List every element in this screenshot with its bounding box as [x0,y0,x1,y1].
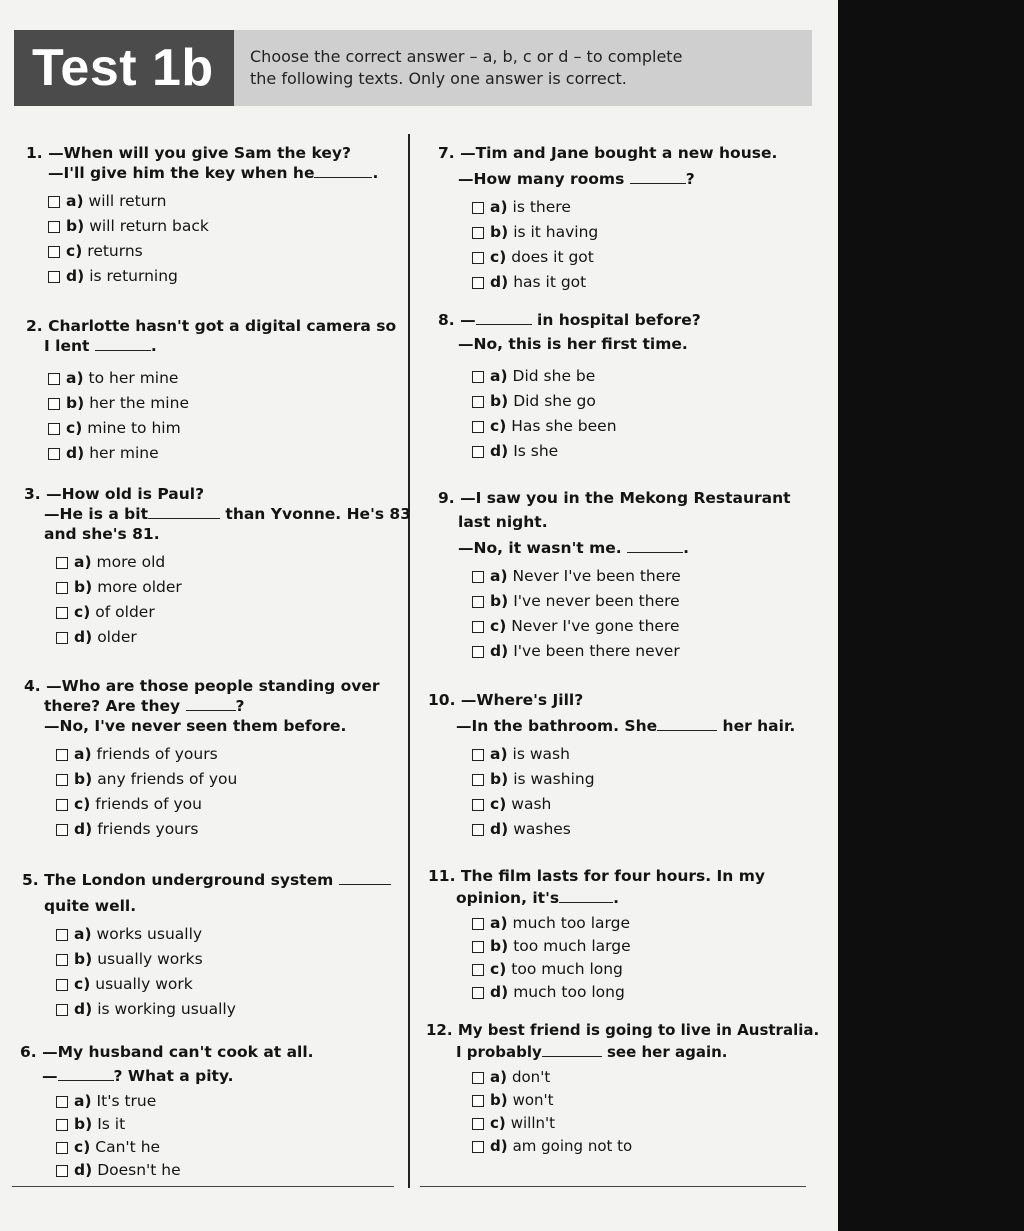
option-a[interactable] [56,922,391,947]
option-letter: b) [74,770,93,788]
option-b[interactable] [48,391,396,416]
option-letter: a) [74,1092,92,1110]
checkbox[interactable] [56,582,68,594]
option-letter: b) [490,392,509,410]
answer-blank [314,163,372,178]
option-d[interactable] [56,817,380,842]
question-text: — [460,311,476,329]
question-text: is returning [89,267,178,285]
question-text: more old [96,553,166,571]
question-text: —How old is Paul? [46,485,205,503]
checkbox[interactable] [56,1004,68,1016]
option-a[interactable] [472,1066,819,1089]
question-text: willn't [510,1114,556,1132]
option-d[interactable] [472,1135,819,1158]
option-letter: c) [490,960,507,978]
answer-blank [630,169,686,184]
option-b[interactable] [472,767,795,792]
question-text: ? What a pity. [113,1067,234,1085]
checkbox[interactable] [472,1118,484,1130]
question-text: 3. [24,485,41,503]
question-text: to her mine [88,369,179,387]
options-list [472,742,795,842]
option-letter: c) [490,617,507,635]
checkbox[interactable] [472,987,484,999]
options-list [472,1066,819,1158]
option-c[interactable] [472,614,791,639]
question-text: and she's 81. [44,525,160,543]
question-text: —How many rooms [458,170,625,188]
checkbox[interactable] [472,749,484,761]
question-text: 10. [428,691,456,709]
question-text: Is she [513,442,559,460]
checkbox[interactable] [56,799,68,811]
question-text: am going not to [512,1137,633,1155]
question-2 [26,316,396,466]
option-c[interactable] [472,792,795,817]
question-text: —In the bathroom. She [456,717,658,735]
option-letter: c) [66,419,83,437]
question-1 [26,143,378,289]
question-text: 12. [426,1021,453,1039]
question-text: 11. [428,867,456,885]
option-c[interactable] [56,792,380,817]
question-text: works usually [96,925,203,943]
option-letter: c) [490,795,507,813]
answer-blank [58,1066,114,1081]
checkbox[interactable] [48,423,60,435]
question-text: Did she go [513,392,596,410]
checkbox[interactable] [472,396,484,408]
option-a[interactable] [48,366,396,391]
option-d[interactable] [48,441,396,466]
question-text: is working usually [97,1000,236,1018]
question-text: It's true [96,1092,157,1110]
question-text: any friends of you [97,770,238,788]
option-letter: a) [66,192,84,210]
option-b[interactable] [56,1113,314,1136]
option-letter: d) [490,642,509,660]
question-text: too much large [513,937,631,955]
option-letter: c) [490,417,507,435]
question-text: —Who are those people standing over [46,677,380,695]
question-text: —Tim and Jane bought a new house. [460,144,778,162]
question-6 [20,1042,314,1182]
option-letter: c) [74,975,91,993]
question-text: see her again. [607,1043,728,1061]
question-text: wash [511,795,552,813]
option-letter: d) [74,628,93,646]
question-text: is there [512,198,571,216]
question-text: Charlotte hasn't got a digital camera so [48,317,397,335]
question-text: I've been there never [513,642,680,660]
checkbox[interactable] [56,954,68,966]
question-text: will return [88,192,167,210]
option-letter: b) [74,950,93,968]
option-letter: b) [66,217,85,235]
question-text: returns [87,242,143,260]
answer-blank [186,696,236,711]
option-b[interactable] [472,1089,819,1112]
option-letter: b) [74,1115,93,1133]
question-text: 8. [438,311,455,329]
checkbox[interactable] [472,277,484,289]
question-text: 1. [26,144,43,162]
option-letter: d) [74,1000,93,1018]
option-letter: c) [74,795,91,813]
checkbox[interactable] [472,202,484,214]
option-letter: d) [66,444,85,462]
question-text: —I saw you in the Mekong Restaurant [460,489,791,507]
question-text: ? [685,170,695,188]
options-list [56,742,380,842]
checkbox[interactable] [56,929,68,941]
question-text: — [42,1067,58,1085]
options-list [472,912,765,1004]
question-text: than Yvonne. He's 83 [225,505,412,523]
dark-background-edge [838,0,1024,1231]
question-text: her mine [89,444,159,462]
question-text: The London underground system [44,871,334,889]
option-a[interactable] [48,189,378,214]
checkbox[interactable] [472,941,484,953]
question-text: usually works [97,950,203,968]
checkbox[interactable] [472,1095,484,1107]
question-text: is washing [513,770,595,788]
question-text: 2. [26,317,43,335]
question-text: friends yours [97,820,199,838]
checkbox[interactable] [472,446,484,458]
question-text: Doesn't he [97,1161,181,1179]
checkbox[interactable] [472,918,484,930]
checkbox[interactable] [56,632,68,644]
test-header [14,30,812,106]
option-letter: d) [490,983,509,1001]
question-text: is wash [512,745,570,763]
question-text: I lent [44,337,90,355]
option-letter: b) [490,592,509,610]
option-letter: a) [490,198,508,216]
option-letter: a) [490,1068,507,1086]
option-b[interactable] [56,947,391,972]
options-list [472,195,777,295]
option-letter: b) [490,937,509,955]
option-a[interactable] [56,1090,314,1113]
option-letter: b) [74,578,93,596]
question-text: Did she be [512,367,596,385]
option-b[interactable] [472,935,765,958]
option-c[interactable] [472,958,765,981]
option-b[interactable] [472,389,701,414]
option-c[interactable] [48,239,378,264]
checkbox[interactable] [472,421,484,433]
question-7 [438,143,777,295]
option-letter: a) [490,367,508,385]
question-text: —My husband can't cook at all. [42,1043,314,1061]
option-letter: c) [490,248,507,266]
option-a[interactable] [56,742,380,767]
checkbox[interactable] [472,964,484,976]
option-letter: c) [74,603,91,621]
option-c[interactable] [56,972,391,997]
checkbox[interactable] [48,448,60,460]
option-letter: a) [490,914,508,932]
question-text: . [372,164,379,182]
test-title: Test 1b [14,30,234,106]
question-4 [24,676,380,842]
instruction-line-2: the following texts. Only one answer is correct. [250,69,627,88]
question-text: opinion, it's [456,889,560,907]
question-text: Never I've been there [512,567,681,585]
checkbox[interactable] [48,398,60,410]
option-d[interactable] [48,264,378,289]
question-text: her the mine [89,394,189,412]
option-letter: c) [74,1138,91,1156]
question-text: will return back [89,217,209,235]
question-text: —No, this is her first time. [458,335,688,353]
checkbox[interactable] [48,246,60,258]
option-letter: a) [74,925,92,943]
options-list [472,364,701,464]
bottom-rule-left [12,1186,394,1187]
checkbox[interactable] [56,1096,68,1108]
question-text: 5. [22,871,39,889]
option-a[interactable] [472,912,765,935]
question-text: I've never been there [513,592,680,610]
option-d[interactable] [472,981,765,1004]
checkbox[interactable] [56,979,68,991]
instruction-line-1: Choose the correct answer – a, b, c or d – to complete [250,47,683,66]
option-d[interactable] [56,625,411,650]
option-letter: c) [66,242,83,260]
question-text: —I'll give him the key when he [48,164,315,182]
question-text: . [613,889,619,907]
option-letter: d) [74,820,93,838]
option-b[interactable] [472,589,791,614]
column-divider [408,134,410,1188]
checkbox[interactable] [472,1141,484,1153]
checkbox[interactable] [472,774,484,786]
question-11 [428,866,765,1004]
question-text: washes [513,820,571,838]
checkbox[interactable] [56,1119,68,1131]
checkbox[interactable] [56,824,68,836]
option-d[interactable] [56,997,391,1022]
checkbox[interactable] [56,774,68,786]
question-text: usually work [95,975,193,993]
option-a[interactable] [472,195,777,220]
answer-blank [542,1042,602,1057]
option-c[interactable] [472,414,701,439]
checkbox[interactable] [56,1142,68,1154]
question-text: much too long [513,983,625,1001]
option-a[interactable] [472,564,791,589]
question-12 [426,1020,819,1158]
options-list [48,189,378,289]
option-c[interactable] [48,416,396,441]
question-text: of older [95,603,155,621]
options-list [56,922,391,1022]
question-text: there? Are they [44,697,181,715]
options-list [472,564,791,664]
question-text: quite well. [44,897,137,915]
question-text: The film lasts for four hours. In my [460,867,765,885]
question-9 [438,488,791,664]
question-text: My best friend is going to live in Australia. [457,1021,820,1039]
checkbox[interactable] [48,221,60,233]
question-text: older [97,628,137,646]
checkbox[interactable] [472,1072,484,1084]
option-letter: a) [66,369,84,387]
checkbox[interactable] [472,227,484,239]
question-text: I probably [456,1043,542,1061]
question-text: does it got [511,248,594,266]
question-text: —He is a bit [44,505,148,523]
checkbox[interactable] [472,799,484,811]
option-c[interactable] [56,1136,314,1159]
question-8 [438,310,701,464]
option-letter: a) [74,553,92,571]
checkbox[interactable] [56,749,68,761]
answer-blank [148,504,220,519]
option-c[interactable] [472,245,777,270]
option-letter: d) [490,442,509,460]
question-text: 9. [438,489,455,507]
question-text: friends of you [95,795,202,813]
answer-blank [339,870,391,885]
option-letter: d) [74,1161,93,1179]
question-text: ? [235,697,245,715]
question-text: Can't he [95,1138,161,1156]
question-text: —No, it wasn't me. [458,539,622,557]
option-b[interactable] [472,220,777,245]
checkbox[interactable] [48,196,60,208]
checkbox[interactable] [472,571,484,583]
option-d[interactable] [472,639,791,664]
option-letter: d) [490,1137,508,1155]
checkbox[interactable] [472,596,484,608]
question-text: Is it [97,1115,126,1133]
option-c[interactable] [472,1112,819,1135]
option-d[interactable] [472,817,795,842]
checkbox[interactable] [472,371,484,383]
checkbox[interactable] [472,252,484,264]
option-a[interactable] [472,364,701,389]
question-text: 7. [438,144,455,162]
answer-blank [476,310,532,325]
option-letter: d) [490,273,509,291]
checkbox[interactable] [48,373,60,385]
option-d[interactable] [472,439,701,464]
question-text: last night. [458,513,548,531]
question-text: friends of yours [96,745,218,763]
option-letter: b) [490,770,509,788]
options-list [48,366,396,466]
option-b[interactable] [48,214,378,239]
option-letter: a) [490,567,508,585]
question-text: . [683,539,689,557]
option-c[interactable] [56,600,411,625]
checkbox[interactable] [48,271,60,283]
option-letter: a) [74,745,92,763]
question-text: more older [97,578,182,596]
checkbox[interactable] [472,646,484,658]
checkbox[interactable] [56,607,68,619]
instructions [234,30,812,106]
option-letter: c) [490,1114,506,1132]
question-text: Has she been [511,417,617,435]
option-letter: b) [66,394,85,412]
question-text: don't [511,1068,551,1086]
checkbox[interactable] [56,1165,68,1177]
question-text: 4. [24,677,41,695]
option-d[interactable] [472,270,777,295]
option-letter: a) [490,745,508,763]
question-text: is it having [513,223,599,241]
question-text: mine to him [87,419,181,437]
question-text: her hair. [722,717,796,735]
question-5 [22,870,391,1022]
checkbox[interactable] [472,824,484,836]
question-text: won't [512,1091,554,1109]
answer-blank [559,888,613,903]
option-a[interactable] [472,742,795,767]
option-letter: d) [490,820,509,838]
answer-blank [95,336,151,351]
question-text: has it got [513,273,587,291]
question-text: 6. [20,1043,37,1061]
question-text: much too large [512,914,630,932]
options-list [56,1090,314,1182]
option-b[interactable] [56,767,380,792]
options-list [56,550,411,650]
question-3 [24,484,411,650]
question-text: in hospital before? [537,311,701,329]
question-text: . [150,337,157,355]
bottom-rule-right [420,1186,806,1187]
answer-blank [627,538,683,553]
answer-blank [657,716,717,731]
option-letter: b) [490,1091,508,1109]
option-letter: d) [66,267,85,285]
question-text: Never I've gone there [511,617,680,635]
question-text: too much long [511,960,623,978]
option-d[interactable] [56,1159,314,1182]
question-10 [428,690,795,842]
checkbox[interactable] [472,621,484,633]
option-b[interactable] [56,575,411,600]
question-text: —Where's Jill? [460,691,584,709]
question-text: —No, I've never seen them before. [44,717,347,735]
option-a[interactable] [56,550,411,575]
checkbox[interactable] [56,557,68,569]
question-text: —When will you give Sam the key? [48,144,351,162]
option-letter: b) [490,223,509,241]
